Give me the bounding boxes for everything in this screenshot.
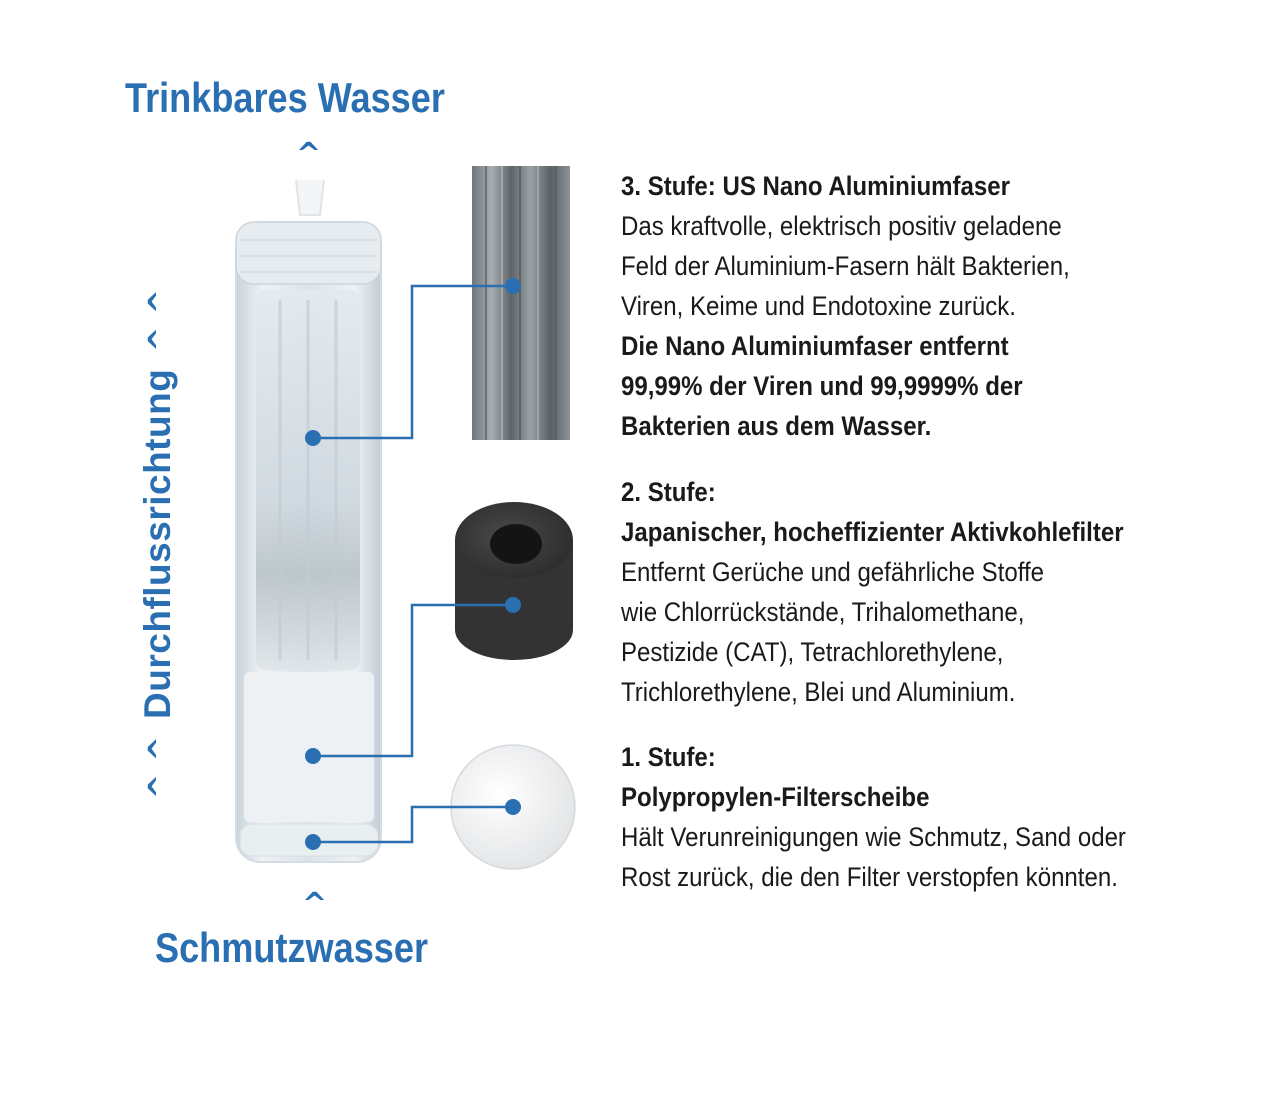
stage-2-description [621, 472, 1124, 712]
flow-arrow-icon: ^ [143, 773, 178, 799]
marker-dot [505, 278, 521, 294]
stage-1-heading: 1. Stufe: [621, 742, 716, 772]
marker-dot [305, 834, 321, 850]
stage-1-subheading: Polypropylen-Filterscheibe [621, 782, 930, 812]
filter-cartridge [236, 222, 381, 862]
aluminium-fiber-sample [472, 166, 570, 440]
flow-arrow-icon: ^ [143, 326, 178, 352]
stage-2-line: Pestizide (CAT), Tetrachlorethylene, [621, 637, 1004, 667]
flow-arrow-icon: ^ [143, 288, 178, 315]
stage-3-highlight: Die Nano Aluminiumfaser entfernt [621, 331, 1009, 361]
stage-1-line: Hält Verunreinigungen wie Schmutz, Sand oder [621, 822, 1126, 852]
bottom-flow-arrow: ^ [302, 887, 328, 922]
activated-carbon-filter [455, 502, 573, 660]
top-flow-arrow: ^ [296, 137, 322, 172]
stage-3-line: Das kraftvolle, elektrisch positiv geladene [621, 211, 1062, 241]
output-label-drinking-water: Trinkbares Wasser [125, 74, 445, 121]
stage-3-highlight: Bakterien aus dem Wasser. [621, 411, 932, 441]
stage-2-heading: 2. Stufe: [621, 477, 716, 507]
flow-arrow-icon: ^ [143, 735, 178, 762]
marker-dot [305, 748, 321, 764]
stage-3-line: Viren, Keime und Endotoxine zurück. [621, 291, 1016, 321]
marker-dot [505, 799, 521, 815]
stage-2-line: Trichlorethylene, Blei und Aluminium. [621, 677, 1016, 707]
marker-dot [505, 597, 521, 613]
input-label-dirty-water: Schmutzwasser [155, 924, 429, 971]
stage-1-description [621, 737, 1126, 897]
marker-dot [305, 430, 321, 446]
stage-1-line: Rost zurück, die den Filter verstopfen könnten. [621, 862, 1118, 892]
stage-3-line: Feld der Aluminium-Fasern hält Bakterien, [621, 251, 1070, 281]
stage-2-line: Entfernt Gerüche und gefährliche Stoffe [621, 557, 1045, 587]
stage-2-subheading: Japanischer, hocheffizienter Aktivkohlefilter [621, 517, 1124, 547]
stage-3-description [621, 166, 1070, 446]
stage-3-highlight: 99,99% der Viren und 99,9999% der [621, 371, 1023, 401]
cartridge-nozzle [296, 180, 324, 215]
flow-direction-text: Durchflussrichtung [137, 368, 178, 719]
stage-3-heading: 3. Stufe: US Nano Aluminiumfaser [621, 171, 1010, 201]
stage-2-line: wie Chlorrückstände, Trihalomethane, [621, 597, 1025, 627]
